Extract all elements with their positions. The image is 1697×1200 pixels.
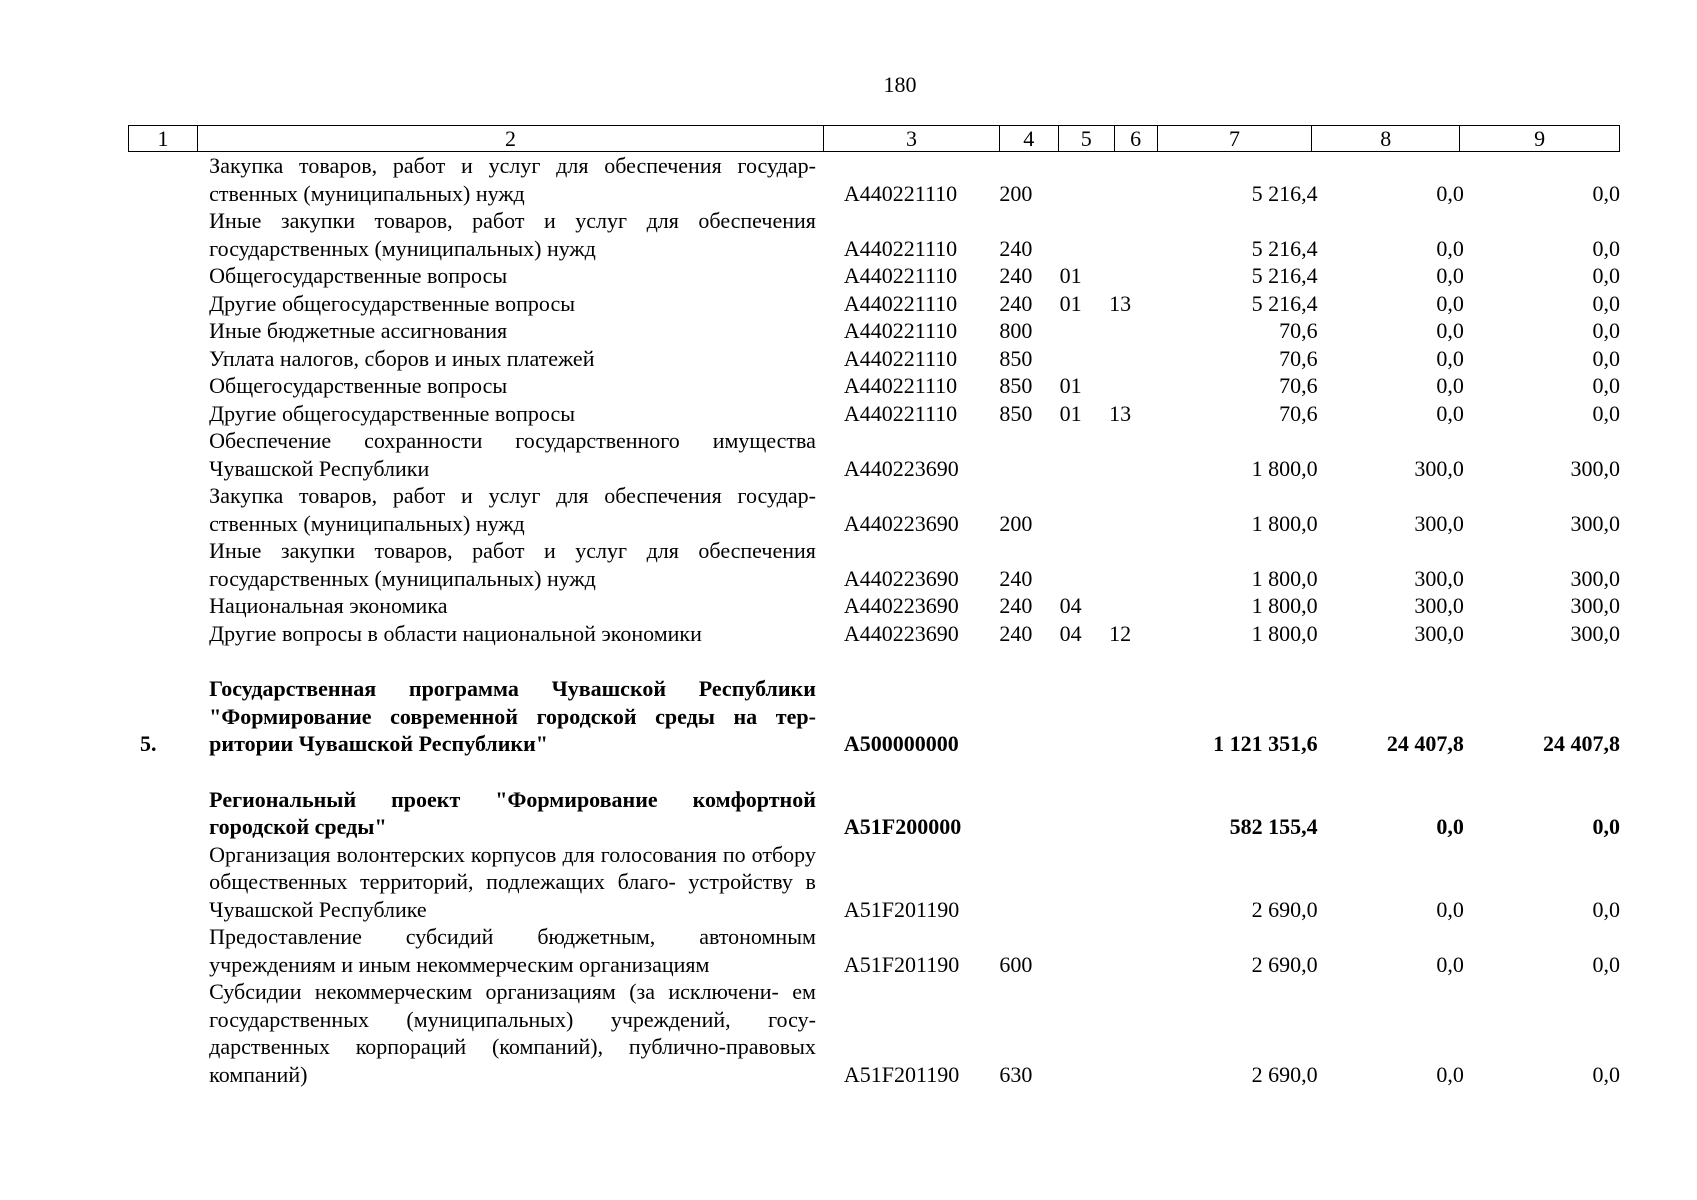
table-row bbox=[128, 290, 1620, 318]
table-row bbox=[128, 400, 1620, 428]
row-code: А440221110 bbox=[843, 235, 958, 261]
row-vr: 240 bbox=[999, 290, 1033, 316]
row-value-8: 0,0 bbox=[1436, 400, 1464, 426]
row-value-9: 0,0 bbox=[1592, 235, 1620, 261]
row-value-9: 0,0 bbox=[1592, 400, 1620, 426]
row-vr: 600 bbox=[999, 951, 1033, 977]
row-pr: 13 bbox=[1109, 290, 1132, 316]
header-col-3: 3 bbox=[824, 126, 1000, 151]
row-value-9: 0,0 bbox=[1592, 814, 1620, 839]
row-value-8: 0,0 bbox=[1436, 345, 1464, 371]
table-row bbox=[128, 978, 1620, 1088]
table-row bbox=[128, 482, 1620, 537]
row-value-7: 70,6 bbox=[1279, 345, 1318, 371]
row-name: Государственная программа Чувашской Республики "Формирование современной городской среды на тер- ритории Чувашской Республики" bbox=[209, 676, 816, 756]
row-name: Другие общегосударственные вопросы bbox=[209, 400, 576, 426]
row-name: Субсидии некоммерческим организациям (за исключени- ем государственных (муниципальных) учреждений, госу- дарственных корпораций (компаний), публично-правовых компаний) bbox=[209, 979, 816, 1087]
row-value-7: 5 216,4 bbox=[1251, 180, 1318, 206]
row-vr: 850 bbox=[999, 373, 1033, 398]
row-value-8: 0,0 bbox=[1436, 263, 1464, 288]
row-rz: 01 bbox=[1059, 373, 1082, 398]
row-value-7: 1 800,0 bbox=[1251, 510, 1318, 536]
row-code: А51F201190 bbox=[843, 1061, 960, 1087]
row-name: Национальная экономика bbox=[209, 593, 448, 618]
row-value-7: 1 800,0 bbox=[1251, 593, 1318, 618]
table-row bbox=[128, 923, 1620, 978]
header-col-9: 9 bbox=[1534, 126, 1546, 151]
row-code: А51F201190 bbox=[843, 951, 960, 977]
row-value-8: 0,0 bbox=[1436, 318, 1464, 343]
row-rz: 01 bbox=[1059, 263, 1082, 288]
row-value-8: 0,0 bbox=[1436, 1061, 1464, 1087]
page-number: 180 bbox=[883, 72, 917, 97]
row-value-7: 582 155,4 bbox=[1229, 814, 1318, 839]
row-vr: 240 bbox=[999, 565, 1033, 591]
table-row bbox=[128, 841, 1620, 924]
row-value-7: 5 216,4 bbox=[1251, 235, 1318, 261]
row-value-8: 300,0 bbox=[1414, 455, 1464, 481]
header-col-2: 2 bbox=[198, 126, 824, 151]
header-col-8: 8 bbox=[1312, 126, 1460, 151]
table-row bbox=[128, 372, 1620, 400]
header-col-5: 5 bbox=[1059, 126, 1115, 151]
row-code: А440223690 bbox=[843, 620, 959, 646]
row-spacer bbox=[128, 758, 1620, 786]
row-name: Общегосударственные вопросы bbox=[209, 263, 508, 288]
row-value-9: 0,0 bbox=[1592, 951, 1620, 977]
table-row bbox=[128, 537, 1620, 592]
table-row bbox=[128, 345, 1620, 373]
row-value-9: 0,0 bbox=[1592, 263, 1620, 288]
row-value-7: 70,6 bbox=[1279, 318, 1318, 343]
row-code: А440221110 bbox=[843, 290, 958, 316]
row-name: Организация волонтерских корпусов для голосования по отбору общественных территорий, подлежащих благо- устройству в Чувашской Республике bbox=[209, 841, 816, 922]
row-value-7: 5 216,4 bbox=[1251, 290, 1318, 316]
row-value-8: 300,0 bbox=[1414, 510, 1464, 536]
row-name: Региональный проект "Формирование комфортной городской среды" bbox=[209, 786, 816, 839]
table-row bbox=[128, 262, 1620, 290]
row-rz: 01 bbox=[1059, 400, 1082, 426]
row-name: Предоставление субсидий бюджетным, автономным учреждениям и иным некоммерческим организациям bbox=[209, 924, 816, 977]
row-value-8: 300,0 bbox=[1414, 593, 1464, 618]
row-value-8: 0,0 bbox=[1436, 235, 1464, 261]
row-vr: 240 bbox=[999, 593, 1033, 618]
row-pr: 12 bbox=[1109, 620, 1132, 646]
row-name: Уплата налогов, сборов и иных платежей bbox=[209, 345, 595, 371]
table-row bbox=[128, 592, 1620, 620]
row-vr: 240 bbox=[999, 620, 1033, 646]
row-code: А51F201190 bbox=[843, 896, 960, 922]
row-name: Общегосударственные вопросы bbox=[209, 373, 508, 398]
row-value-9: 300,0 bbox=[1570, 620, 1620, 646]
row-value-9: 0,0 bbox=[1592, 318, 1620, 343]
table-row bbox=[128, 620, 1620, 648]
row-code: А440223690 bbox=[843, 565, 959, 591]
row-vr: 630 bbox=[999, 1061, 1033, 1087]
row-value-9: 0,0 bbox=[1592, 1061, 1620, 1087]
row-name: Другие общегосударственные вопросы bbox=[209, 290, 576, 316]
row-value-9: 0,0 bbox=[1592, 180, 1620, 206]
header-col-7: 7 bbox=[1158, 126, 1313, 151]
header-col-4: 4 bbox=[1000, 126, 1059, 151]
row-value-7: 70,6 bbox=[1279, 373, 1318, 398]
row-value-9: 300,0 bbox=[1570, 593, 1620, 618]
row-code: А440221110 bbox=[843, 345, 958, 371]
row-value-7: 2 690,0 bbox=[1251, 1061, 1318, 1087]
row-code: А440221110 bbox=[843, 373, 958, 398]
row-code: А440223690 bbox=[843, 593, 959, 618]
row-spacer bbox=[128, 647, 1620, 675]
table-row bbox=[128, 786, 1620, 841]
row-value-7: 5 216,4 bbox=[1251, 263, 1318, 288]
row-code: А500000000 bbox=[843, 731, 959, 756]
row-value-7: 2 690,0 bbox=[1251, 951, 1318, 977]
row-value-9: 300,0 bbox=[1570, 510, 1620, 536]
table-header bbox=[128, 125, 1620, 152]
table-row bbox=[128, 207, 1620, 262]
row-value-9: 0,0 bbox=[1592, 896, 1620, 922]
row-value-9: 24 407,8 bbox=[1543, 731, 1620, 756]
row-vr: 240 bbox=[999, 235, 1033, 261]
row-name: Иные закупки товаров, работ и услуг для обеспечения государственных (муниципальных) нужд bbox=[209, 208, 816, 261]
row-vr: 850 bbox=[999, 400, 1033, 426]
row-value-8: 0,0 bbox=[1436, 373, 1464, 398]
header-col-6: 6 bbox=[1115, 126, 1158, 151]
row-name: Закупка товаров, работ и услуг для обеспечения государ- ственных (муниципальных) нужд bbox=[209, 483, 816, 536]
row-code: А440221110 bbox=[843, 318, 958, 343]
row-value-8: 0,0 bbox=[1436, 290, 1464, 316]
header-col-1: 1 bbox=[129, 126, 198, 151]
row-value-9: 0,0 bbox=[1592, 345, 1620, 371]
row-vr: 240 bbox=[999, 263, 1033, 288]
row-value-9: 300,0 bbox=[1570, 455, 1620, 481]
row-value-8: 300,0 bbox=[1414, 565, 1464, 591]
row-value-8: 300,0 bbox=[1414, 620, 1464, 646]
row-name: Иные закупки товаров, работ и услуг для обеспечения государственных (муниципальных) нужд bbox=[209, 538, 816, 591]
row-value-8: 0,0 bbox=[1436, 814, 1464, 839]
row-code: А440223690 bbox=[843, 510, 959, 536]
row-name: Обеспечение сохранности государственного имущества Чувашской Республики bbox=[209, 428, 816, 481]
row-value-9: 300,0 bbox=[1570, 565, 1620, 591]
row-vr: 850 bbox=[999, 345, 1033, 371]
row-value-8: 24 407,8 bbox=[1386, 731, 1464, 756]
row-code: А440221110 bbox=[843, 263, 958, 288]
table-row bbox=[128, 427, 1620, 482]
row-name: Иные бюджетные ассигнования bbox=[209, 318, 508, 343]
row-code: А440221110 bbox=[843, 180, 958, 206]
row-value-7: 2 690,0 bbox=[1251, 896, 1318, 922]
row-vr: 800 bbox=[999, 318, 1033, 343]
row-value-7: 1 800,0 bbox=[1251, 620, 1318, 646]
row-value-7: 1 121 351,6 bbox=[1213, 731, 1318, 756]
row-code: А440221110 bbox=[843, 400, 958, 426]
row-pr: 13 bbox=[1109, 400, 1132, 426]
row-value-9: 0,0 bbox=[1592, 290, 1620, 316]
row-value-9: 0,0 bbox=[1592, 373, 1620, 398]
row-value-8: 0,0 bbox=[1436, 896, 1464, 922]
row-vr: 200 bbox=[999, 510, 1033, 536]
row-code: А440223690 bbox=[843, 455, 959, 481]
table-row bbox=[128, 152, 1620, 207]
row-rz: 04 bbox=[1059, 620, 1082, 646]
row-value-8: 0,0 bbox=[1436, 180, 1464, 206]
row-rz: 01 bbox=[1059, 290, 1082, 316]
row-value-7: 1 800,0 bbox=[1251, 565, 1318, 591]
row-rz: 04 bbox=[1059, 593, 1082, 618]
row-name: Закупка товаров, работ и услуг для обеспечения государ- ственных (муниципальных) нужд bbox=[209, 153, 816, 206]
row-code: А51F200000 bbox=[843, 814, 962, 839]
row-name: Другие вопросы в области национальной экономики bbox=[209, 620, 702, 646]
row-value-8: 0,0 bbox=[1436, 951, 1464, 977]
table-row bbox=[128, 317, 1620, 345]
table-row bbox=[128, 675, 1620, 758]
row-vr: 200 bbox=[999, 180, 1033, 206]
row-value-7: 70,6 bbox=[1279, 400, 1318, 426]
row-number: 5. bbox=[140, 731, 157, 756]
row-value-7: 1 800,0 bbox=[1251, 455, 1318, 481]
table-body bbox=[128, 152, 1620, 1088]
